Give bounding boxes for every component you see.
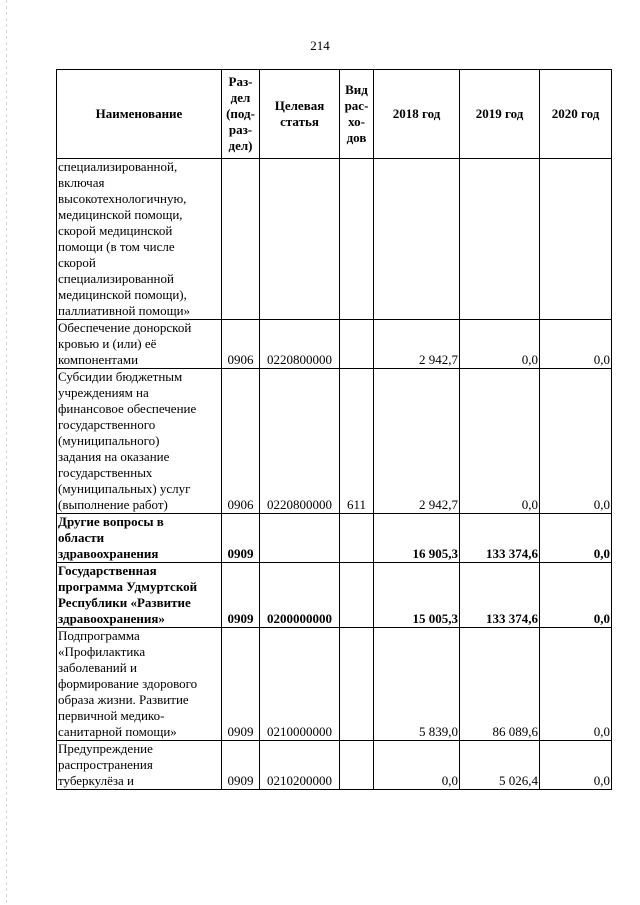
row-target: 0200000000: [260, 563, 340, 628]
row-section: 0906: [222, 320, 260, 369]
header-2020: 2020 год: [540, 70, 612, 159]
row-2020: 0,0: [540, 628, 612, 741]
row-expense: [340, 514, 374, 563]
table-row: [57, 563, 612, 628]
row-2018: [374, 159, 460, 320]
row-2018: 15 005,3: [374, 563, 460, 628]
row-2018: 0,0: [374, 741, 460, 790]
row-2020: 0,0: [540, 320, 612, 369]
row-name: Подпрограмма «Профилактика заболеваний и формирование здорового образа жизни. Развитие первичной медико- санитарной помощи»: [57, 628, 222, 741]
row-name: Субсидии бюджетным учреждениям на финансовое обеспечение государственного (муниципального) задания на оказание государственных (муниципальных) услуг (выполнение работ): [57, 369, 222, 514]
header-expense: Вид рас- хо- дов: [340, 70, 374, 159]
row-2020: 0,0: [540, 369, 612, 514]
row-target: [260, 514, 340, 563]
row-2019: 0,0: [460, 369, 540, 514]
row-expense: [340, 320, 374, 369]
row-section: [222, 159, 260, 320]
row-2019: 133 374,6: [460, 514, 540, 563]
row-2019: 0,0: [460, 320, 540, 369]
row-2018: 5 839,0: [374, 628, 460, 741]
row-expense: [340, 159, 374, 320]
row-section: 0909: [222, 514, 260, 563]
table-row: [57, 369, 612, 514]
row-2020: 0,0: [540, 514, 612, 563]
row-section: 0906: [222, 369, 260, 514]
row-name: Государственная программа Удмуртской Республики «Развитие здравоохранения»: [57, 563, 222, 628]
row-expense: [340, 741, 374, 790]
table-row: [57, 320, 612, 369]
table-row: [57, 514, 612, 563]
row-name: Предупреждение распространения туберкулёза и: [57, 741, 222, 790]
row-name: Обеспечение донорской кровью и (или) её компонентами: [57, 320, 222, 369]
row-target: 0210200000: [260, 741, 340, 790]
page-number: 214: [310, 38, 330, 53]
header-2019: 2019 год: [460, 70, 540, 159]
row-2020: 0,0: [540, 563, 612, 628]
table-row: [57, 628, 612, 741]
row-2019: 5 026,4: [460, 741, 540, 790]
header-target: Целевая статья: [260, 70, 340, 159]
row-expense: 611: [340, 369, 374, 514]
binding-margin: [6, 0, 7, 905]
row-target: 0210000000: [260, 628, 340, 741]
row-section: 0909: [222, 628, 260, 741]
header-2018: 2018 год: [374, 70, 460, 159]
row-name: специализированной, включая высокотехнологичную, медицинской помощи, скорой медицинской помощи (в том числе скорой специализированной медицинской помощи), паллиативной помощи»: [57, 159, 222, 320]
row-2020: 0,0: [540, 741, 612, 790]
row-expense: [340, 563, 374, 628]
row-name: Другие вопросы в области здравоохранения: [57, 514, 222, 563]
row-2018: 2 942,7: [374, 369, 460, 514]
row-target: 0220800000: [260, 320, 340, 369]
budget-table: [56, 69, 612, 790]
header-name: Наименование: [57, 70, 222, 159]
row-2019: 86 089,6: [460, 628, 540, 741]
table-row: [57, 159, 612, 320]
row-2018: 16 905,3: [374, 514, 460, 563]
row-section: 0909: [222, 563, 260, 628]
row-2020: [540, 159, 612, 320]
row-2018: 2 942,7: [374, 320, 460, 369]
row-expense: [340, 628, 374, 741]
row-2019: [460, 159, 540, 320]
table-row: [57, 741, 612, 790]
header-row: [57, 70, 612, 159]
header-section: Раз- дел (под- раз- дел): [222, 70, 260, 159]
row-section: 0909: [222, 741, 260, 790]
row-target: 0220800000: [260, 369, 340, 514]
row-2019: 133 374,6: [460, 563, 540, 628]
row-target: [260, 159, 340, 320]
